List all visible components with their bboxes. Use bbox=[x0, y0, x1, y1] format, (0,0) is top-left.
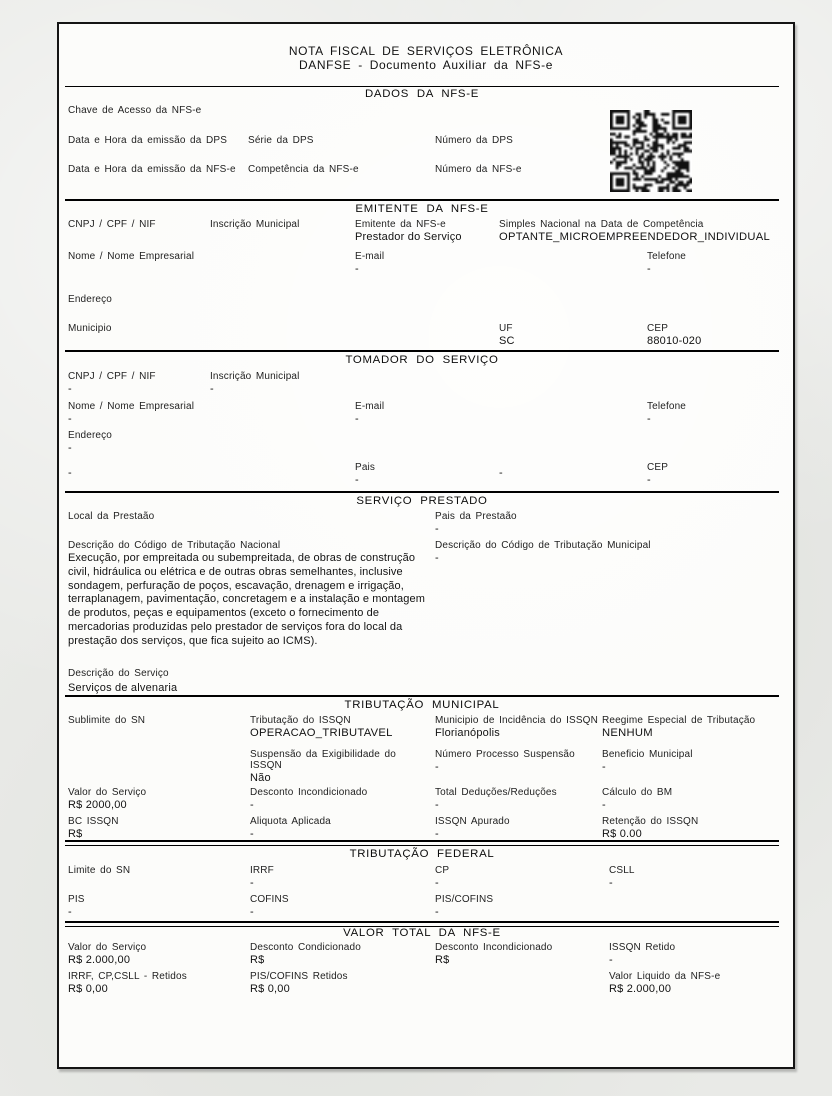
field-label: PIS/COFINS Retidos bbox=[250, 971, 348, 982]
field-limite-sn bbox=[68, 865, 130, 877]
field-label: Municipio bbox=[68, 323, 112, 334]
field-value: R$ 2.000,00 bbox=[68, 954, 131, 966]
field-competencia-nfse bbox=[248, 164, 359, 176]
field-label: IRRF, CP,CSLL - Retidos bbox=[68, 971, 187, 982]
field-tomador-nome bbox=[68, 401, 194, 425]
field-label: Retenção do ISSQN bbox=[602, 816, 699, 827]
field-value: - bbox=[250, 828, 254, 840]
field-calculo-bm bbox=[602, 787, 672, 811]
field-label: Nome / Nome Empresarial bbox=[68, 401, 195, 412]
field-pis-cofins-retidos bbox=[250, 971, 348, 995]
section-header-servico: SERVIÇO PRESTADO bbox=[356, 495, 488, 507]
field-label: Data e Hora da emissão da DPS bbox=[68, 135, 228, 146]
section-divider bbox=[65, 491, 779, 493]
field-label: IRRF bbox=[250, 865, 274, 876]
field-value: - bbox=[435, 877, 439, 889]
field-retencao-issqn bbox=[602, 816, 698, 840]
section-divider bbox=[65, 86, 779, 87]
field-label: Sublimite do SN bbox=[68, 715, 146, 726]
field-aliquota-aplicada bbox=[250, 816, 331, 840]
field-emissao-dps bbox=[68, 135, 227, 147]
field-label: CNPJ / CPF / NIF bbox=[68, 371, 156, 382]
field-value: R$ 0,00 bbox=[68, 983, 108, 995]
field-emitente-endereco bbox=[68, 294, 112, 306]
section-divider bbox=[65, 695, 779, 697]
field-issqn-retido bbox=[609, 942, 675, 966]
field-value: R$ 0,00 bbox=[250, 983, 290, 995]
field-label: Cálculo do BM bbox=[602, 787, 673, 798]
field-value: - bbox=[435, 523, 439, 535]
field-chave-acesso bbox=[68, 105, 201, 117]
field-label: Inscrição Municipal bbox=[210, 371, 300, 382]
field-municipio-incidencia bbox=[435, 715, 598, 739]
field-label: E-mail bbox=[355, 401, 385, 412]
field-cp bbox=[435, 865, 449, 889]
field-label: CEP bbox=[647, 323, 669, 334]
field-value: - bbox=[68, 467, 72, 479]
field-emitente-cnpj bbox=[68, 219, 156, 231]
field-label: Desconto Incondicionado bbox=[250, 787, 368, 798]
field-value: R$ bbox=[68, 828, 83, 840]
field-serie-dps bbox=[248, 135, 314, 147]
field-tomador-uf bbox=[499, 466, 503, 479]
field-value: - bbox=[609, 877, 613, 889]
field-tomador-cnpj bbox=[68, 371, 156, 395]
field-label: Número Processo Suspensão bbox=[435, 749, 575, 760]
field-value: - bbox=[435, 828, 439, 840]
field-tomador-inscricao-municipal bbox=[210, 371, 299, 395]
field-beneficio-municipal bbox=[602, 749, 693, 773]
field-value: Florianópolis bbox=[435, 727, 500, 739]
field-value: - bbox=[647, 263, 651, 275]
field-value: OPTANTE_MICROEMPREENDEDOR_INDIVIDUAL bbox=[499, 231, 771, 243]
field-label: Aliquota Aplicada bbox=[250, 816, 331, 827]
field-tomador-pais bbox=[355, 462, 375, 486]
document-title-line2: DANFSE - Documento Auxiliar da NFS-e bbox=[298, 58, 553, 72]
field-value: - bbox=[435, 906, 439, 918]
field-value: R$ 0.00 bbox=[602, 828, 642, 840]
field-label: Pais da Prestaão bbox=[435, 511, 517, 522]
field-label: Competência da NFS-e bbox=[248, 164, 359, 175]
field-value: - bbox=[68, 413, 72, 425]
qr-code bbox=[610, 110, 692, 192]
field-desconto-condicionado bbox=[250, 942, 361, 966]
field-label: CSLL bbox=[609, 865, 635, 876]
field-codigo-tributacao-municipal bbox=[435, 540, 651, 564]
field-desconto-incondicionado-total bbox=[435, 942, 552, 966]
field-value: - bbox=[647, 474, 651, 486]
field-processo-suspensao bbox=[435, 749, 575, 773]
field-cofins bbox=[250, 894, 289, 918]
field-label: Valor do Serviço bbox=[68, 942, 147, 953]
field-valor-liquido bbox=[609, 971, 720, 995]
field-numero-nfse bbox=[435, 164, 522, 176]
field-value: SC bbox=[499, 335, 515, 347]
field-label: Desconto Condicionado bbox=[250, 942, 361, 953]
field-emitente-uf bbox=[499, 323, 515, 347]
field-label: Endereço bbox=[68, 430, 113, 441]
field-value: R$ 2.000,00 bbox=[609, 983, 672, 995]
field-emitente-municipio bbox=[68, 323, 112, 335]
field-label: UF bbox=[499, 323, 513, 334]
field-label: Valor Liquido da NFS-e bbox=[609, 971, 721, 982]
danfse-document-sheet bbox=[57, 22, 795, 1069]
field-label: CNPJ / CPF / NIF bbox=[68, 219, 156, 230]
field-label: BC ISSQN bbox=[68, 816, 119, 827]
section-header-valor-total: VALOR TOTAL DA NFS-E bbox=[343, 927, 501, 939]
field-value: - bbox=[68, 383, 72, 395]
field-value: - bbox=[68, 906, 72, 918]
field-value: - bbox=[647, 413, 651, 425]
field-label: Valor do Serviço bbox=[68, 787, 147, 798]
field-value: Não bbox=[250, 772, 271, 784]
field-value: NENHUM bbox=[602, 727, 653, 739]
field-label: Inscrição Municipal bbox=[210, 219, 300, 230]
field-value: - bbox=[355, 263, 359, 275]
field-label: Simples Nacional na Data de Competência bbox=[499, 219, 704, 230]
field-value: R$ bbox=[435, 954, 450, 966]
field-issqn-apurado bbox=[435, 816, 510, 840]
field-label: Telefone bbox=[647, 401, 687, 412]
field-label: Descrição do Código de Tributação Municipal bbox=[435, 540, 651, 551]
field-label: Descrição do Serviço bbox=[68, 668, 169, 679]
field-emissao-nfse bbox=[68, 164, 236, 176]
field-label: CEP bbox=[647, 462, 669, 473]
field-label: Telefone bbox=[647, 251, 687, 262]
field-numero-dps bbox=[435, 135, 513, 147]
field-label: Número da NFS-e bbox=[435, 164, 522, 175]
field-value: - bbox=[250, 906, 254, 918]
field-value: - bbox=[499, 467, 503, 479]
field-value: R$ bbox=[250, 954, 265, 966]
field-desconto-incondicionado-municipal bbox=[250, 787, 367, 811]
section-header-emitente: EMITENTE DA NFS-E bbox=[355, 203, 489, 215]
field-label: Descrição do Código de Tributação Nacional bbox=[68, 540, 281, 551]
field-label: E-mail bbox=[355, 251, 385, 262]
section-header-tributacao-federal: TRIBUTAÇÃO FEDERAL bbox=[349, 848, 495, 860]
field-value: - bbox=[435, 761, 439, 773]
field-regime-especial bbox=[602, 715, 755, 739]
field-irrf-cp-csll-retidos bbox=[68, 971, 187, 995]
field-label: Desconto Incondicionado bbox=[435, 942, 553, 953]
field-value: - bbox=[210, 383, 214, 395]
field-value: R$ 2000,00 bbox=[68, 799, 127, 811]
field-emitente-cep bbox=[647, 323, 701, 347]
field-label: Pais bbox=[355, 462, 376, 473]
section-header-tomador: TOMADOR DO SERVIÇO bbox=[345, 354, 499, 366]
field-label: Suspensão da Exigibilidade do ISSQN bbox=[250, 749, 396, 771]
field-label: PIS/COFINS bbox=[435, 894, 494, 905]
document-title-line1: NOTA FISCAL DE SERVIÇOS ELETRÔNICA bbox=[288, 44, 564, 58]
field-emitente-simples-nacional bbox=[499, 219, 770, 243]
field-pis-cofins bbox=[435, 894, 493, 918]
section-header-dados: DADOS DA NFS-E bbox=[364, 88, 479, 100]
field-label: ISSQN Apurado bbox=[435, 816, 510, 827]
field-label: Nome / Nome Empresarial bbox=[68, 251, 195, 262]
field-emitente-tipo bbox=[355, 219, 462, 243]
field-label: CP bbox=[435, 865, 450, 876]
field-label: ISSQN Retido bbox=[609, 942, 676, 953]
field-descricao-servico bbox=[68, 668, 177, 694]
field-pais-prestacao bbox=[435, 511, 517, 535]
field-emitente-nome bbox=[68, 251, 194, 263]
field-value: OPERACAO_TRIBUTAVEL bbox=[250, 727, 393, 739]
field-emitente-email bbox=[355, 251, 384, 275]
field-pis bbox=[68, 894, 85, 918]
field-value: - bbox=[68, 442, 72, 454]
field-codigo-tributacao-nacional bbox=[68, 540, 428, 649]
field-bc-issqn bbox=[68, 816, 119, 840]
field-label: Municipio de Incidência do ISSQN bbox=[435, 715, 598, 726]
section-divider bbox=[65, 199, 779, 201]
field-label: Reegime Especial de Tributação bbox=[602, 715, 756, 726]
field-tomador-telefone bbox=[647, 401, 686, 425]
field-label: Chave de Acesso da NFS-e bbox=[68, 105, 202, 116]
field-value: - bbox=[609, 954, 613, 966]
field-emitente-telefone bbox=[647, 251, 686, 275]
field-tributacao-issqn bbox=[250, 715, 393, 739]
field-tomador-cep bbox=[647, 462, 668, 486]
field-local-prestacao bbox=[68, 511, 154, 523]
section-header-tributacao-municipal: TRIBUTAÇÃO MUNICIPAL bbox=[344, 699, 500, 711]
field-csll bbox=[609, 865, 635, 889]
field-label: COFINS bbox=[250, 894, 289, 905]
field-valor-servico-municipal bbox=[68, 787, 146, 811]
field-value: - bbox=[355, 413, 359, 425]
field-value: Execução, por empreitada ou subempreitada, de obras de construção civil, hidráulica ou elétrica e de outras obras semelhantes, inclusive sondagem, perfuração de poços, escavação, drenagem e irrigação, terraplanagem, pavimentação, concretagem e a instalação e montagem de produtos, peças e equipamentos (exceto o fornecimento de mercadorias produzidas pelo prestador de serviços fora do local da prestação dos serviços, que fica sujeito ao ICMS). bbox=[68, 552, 425, 647]
field-valor-servico-total bbox=[68, 942, 146, 966]
field-emitente-inscricao-municipal bbox=[210, 219, 299, 231]
field-value: - bbox=[602, 799, 606, 811]
field-irrf bbox=[250, 865, 274, 889]
field-label: Total Deduções/Reduções bbox=[435, 787, 557, 798]
field-label: Beneficio Municipal bbox=[602, 749, 693, 760]
field-value: 88010-020 bbox=[647, 335, 702, 347]
field-label: Emitente da NFS-e bbox=[355, 219, 446, 230]
field-tomador-email bbox=[355, 401, 384, 425]
field-label: Endereço bbox=[68, 294, 113, 305]
field-label: PIS bbox=[68, 894, 85, 905]
field-value: - bbox=[435, 552, 439, 564]
section-divider bbox=[65, 350, 779, 352]
field-label: Local da Prestaão bbox=[68, 511, 155, 522]
field-total-deducoes bbox=[435, 787, 557, 811]
field-value: - bbox=[435, 799, 439, 811]
field-value: - bbox=[250, 877, 254, 889]
field-value: Prestador do Serviço bbox=[355, 231, 462, 243]
field-label: Série da DPS bbox=[248, 135, 314, 146]
field-label: Data e Hora da emissão da NFS-e bbox=[68, 164, 236, 175]
field-value: Serviços de alvenaria bbox=[68, 682, 178, 694]
field-tomador-municipio bbox=[68, 466, 72, 479]
section-divider bbox=[65, 840, 779, 846]
document-title bbox=[59, 44, 793, 72]
field-label: Número da DPS bbox=[435, 135, 513, 146]
field-label: Tributação do ISSQN bbox=[250, 715, 351, 726]
field-suspensao-exigibilidade bbox=[250, 749, 410, 784]
field-value: - bbox=[355, 474, 359, 486]
field-label: Limite do SN bbox=[68, 865, 131, 876]
field-value: - bbox=[250, 799, 254, 811]
field-value: - bbox=[602, 761, 606, 773]
field-tomador-endereco bbox=[68, 430, 112, 454]
field-sublimite-sn bbox=[68, 715, 145, 727]
